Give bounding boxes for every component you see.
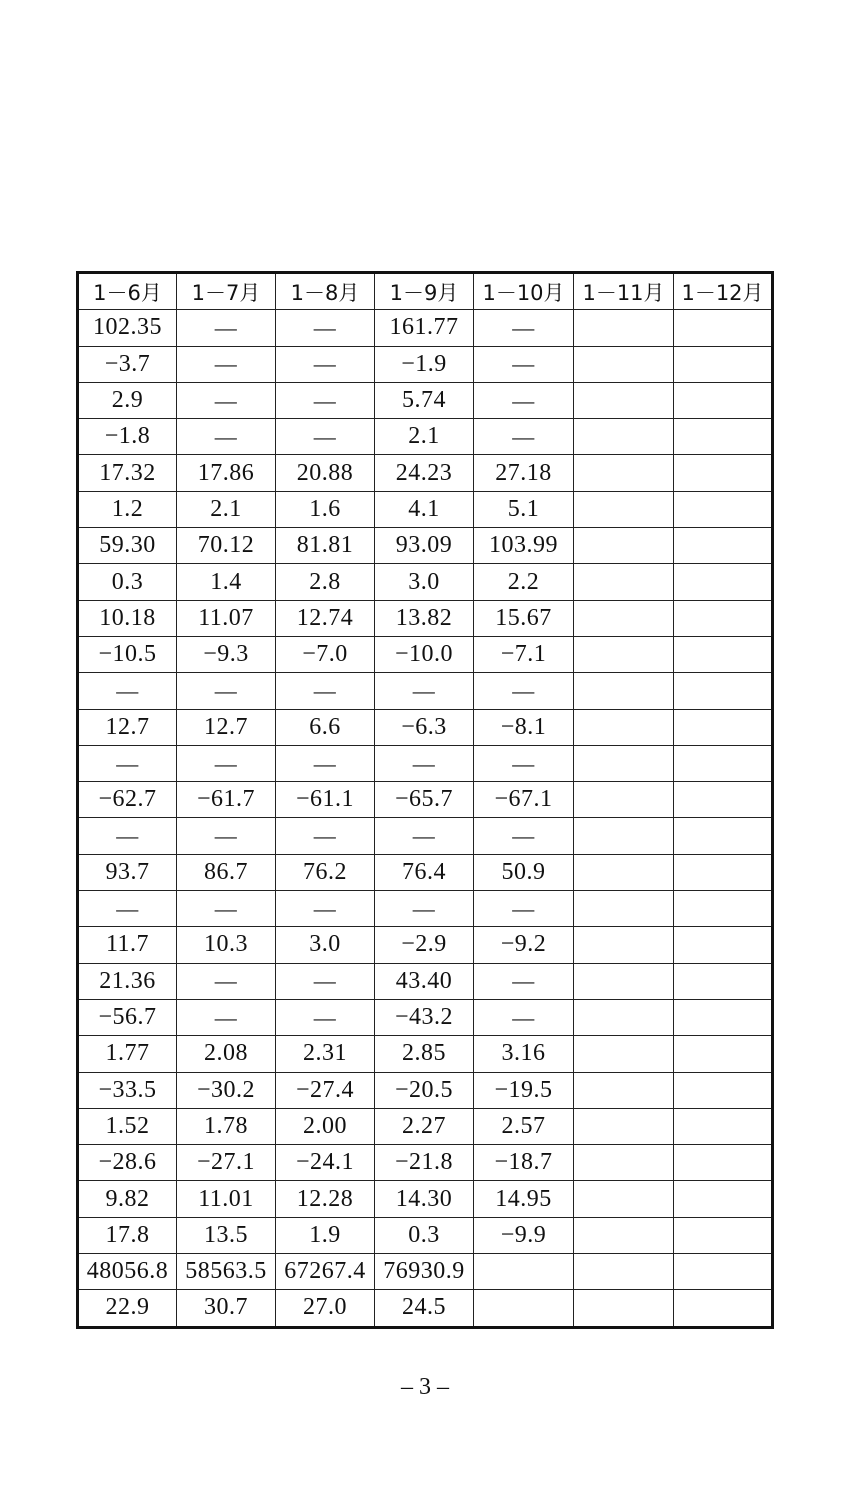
table-cell: 15.67 bbox=[474, 600, 574, 636]
table-cell bbox=[674, 818, 773, 854]
table-cell bbox=[674, 564, 773, 600]
column-header-1-7: 1－7月 bbox=[177, 273, 276, 310]
table-cell: 5.74 bbox=[375, 382, 474, 418]
table-cell: 1.2 bbox=[78, 491, 177, 527]
table-cell: 17.86 bbox=[177, 455, 276, 491]
table-cell bbox=[674, 782, 773, 818]
table-cell: — bbox=[276, 963, 375, 999]
table-cell: 86.7 bbox=[177, 854, 276, 890]
table-cell: 76930.9 bbox=[375, 1254, 474, 1290]
table-cell: — bbox=[177, 999, 276, 1035]
table-cell bbox=[574, 891, 674, 927]
column-header-1-10: 1－10月 bbox=[474, 273, 574, 310]
table-cell bbox=[574, 1072, 674, 1108]
table-cell: 12.7 bbox=[177, 709, 276, 745]
table-cell: −24.1 bbox=[276, 1145, 375, 1181]
table-cell: — bbox=[276, 673, 375, 709]
table-cell: 76.2 bbox=[276, 854, 375, 890]
data-table bbox=[76, 271, 774, 1329]
table-row bbox=[78, 1072, 773, 1108]
table-cell: −10.0 bbox=[375, 636, 474, 672]
table-row bbox=[78, 310, 773, 346]
table-cell: — bbox=[177, 382, 276, 418]
table-cell: 9.82 bbox=[78, 1181, 177, 1217]
table-cell: 30.7 bbox=[177, 1290, 276, 1327]
table-cell: 20.88 bbox=[276, 455, 375, 491]
table-cell: 1.77 bbox=[78, 1036, 177, 1072]
table-cell bbox=[674, 709, 773, 745]
table-cell: 27.18 bbox=[474, 455, 574, 491]
table-cell: −18.7 bbox=[474, 1145, 574, 1181]
table-row bbox=[78, 419, 773, 455]
table-row bbox=[78, 709, 773, 745]
table-cell: 10.3 bbox=[177, 927, 276, 963]
table-cell: −30.2 bbox=[177, 1072, 276, 1108]
table-cell bbox=[574, 1254, 674, 1290]
table-cell: 102.35 bbox=[78, 310, 177, 346]
table-cell: 13.5 bbox=[177, 1217, 276, 1253]
table-cell: 93.7 bbox=[78, 854, 177, 890]
table-cell: 103.99 bbox=[474, 528, 574, 564]
table-cell bbox=[574, 528, 674, 564]
table-cell bbox=[674, 927, 773, 963]
table-cell bbox=[674, 745, 773, 781]
table-cell: — bbox=[474, 673, 574, 709]
table-cell: 1.78 bbox=[177, 1108, 276, 1144]
table-cell: — bbox=[474, 818, 574, 854]
table-row bbox=[78, 1145, 773, 1181]
table-cell bbox=[574, 999, 674, 1035]
table-cell: 58563.5 bbox=[177, 1254, 276, 1290]
table-row bbox=[78, 1290, 773, 1327]
table-cell: −27.4 bbox=[276, 1072, 375, 1108]
table-cell: 2.1 bbox=[375, 419, 474, 455]
table-cell: 1.52 bbox=[78, 1108, 177, 1144]
table-cell: — bbox=[474, 382, 574, 418]
table-cell: — bbox=[78, 891, 177, 927]
table-row bbox=[78, 600, 773, 636]
table-cell: −65.7 bbox=[375, 782, 474, 818]
table-cell: — bbox=[474, 745, 574, 781]
table-cell: — bbox=[78, 745, 177, 781]
table-cell: — bbox=[474, 419, 574, 455]
table-cell: — bbox=[78, 673, 177, 709]
table-cell: 4.1 bbox=[375, 491, 474, 527]
table-cell bbox=[674, 600, 773, 636]
table-row bbox=[78, 745, 773, 781]
table-cell: — bbox=[276, 419, 375, 455]
table-cell: — bbox=[375, 818, 474, 854]
table-cell: — bbox=[276, 818, 375, 854]
table-cell: — bbox=[276, 346, 375, 382]
table-cell bbox=[574, 854, 674, 890]
table-cell bbox=[674, 673, 773, 709]
table-cell: — bbox=[474, 310, 574, 346]
table-cell: 17.32 bbox=[78, 455, 177, 491]
table-cell: −2.9 bbox=[375, 927, 474, 963]
table-cell: 11.01 bbox=[177, 1181, 276, 1217]
table-cell: — bbox=[177, 310, 276, 346]
table-cell bbox=[574, 1181, 674, 1217]
table-row bbox=[78, 491, 773, 527]
table-cell: 3.16 bbox=[474, 1036, 574, 1072]
table-cell: — bbox=[177, 419, 276, 455]
table-cell bbox=[674, 1072, 773, 1108]
table-cell: 0.3 bbox=[78, 564, 177, 600]
table-cell bbox=[574, 673, 674, 709]
column-header-1-11: 1－11月 bbox=[574, 273, 674, 310]
table-cell: −19.5 bbox=[474, 1072, 574, 1108]
table-cell: 11.07 bbox=[177, 600, 276, 636]
table-cell: 27.0 bbox=[276, 1290, 375, 1327]
table-cell: −6.3 bbox=[375, 709, 474, 745]
table-cell bbox=[674, 1036, 773, 1072]
table-cell: −33.5 bbox=[78, 1072, 177, 1108]
table-cell bbox=[574, 782, 674, 818]
table-cell bbox=[674, 1181, 773, 1217]
table-cell bbox=[574, 1108, 674, 1144]
table-cell: −10.5 bbox=[78, 636, 177, 672]
table-row bbox=[78, 636, 773, 672]
header-row bbox=[78, 273, 773, 310]
table-cell: 3.0 bbox=[375, 564, 474, 600]
table-cell: −28.6 bbox=[78, 1145, 177, 1181]
table-cell bbox=[674, 1145, 773, 1181]
table-row bbox=[78, 891, 773, 927]
table-cell: −20.5 bbox=[375, 1072, 474, 1108]
column-header-1-8: 1－8月 bbox=[276, 273, 375, 310]
table-cell: 12.7 bbox=[78, 709, 177, 745]
table-cell: 0.3 bbox=[375, 1217, 474, 1253]
table-cell bbox=[574, 1290, 674, 1327]
table-cell: −62.7 bbox=[78, 782, 177, 818]
table-cell bbox=[674, 528, 773, 564]
table-cell: −27.1 bbox=[177, 1145, 276, 1181]
table-cell: — bbox=[177, 891, 276, 927]
table-cell bbox=[674, 419, 773, 455]
table-cell: 17.8 bbox=[78, 1217, 177, 1253]
table-row bbox=[78, 999, 773, 1035]
table-cell: 2.57 bbox=[474, 1108, 574, 1144]
table-cell bbox=[574, 1145, 674, 1181]
table-cell bbox=[674, 1254, 773, 1290]
table-cell: 2.31 bbox=[276, 1036, 375, 1072]
table-cell: 76.4 bbox=[375, 854, 474, 890]
column-header-1-12: 1－12月 bbox=[674, 273, 773, 310]
table-cell: 50.9 bbox=[474, 854, 574, 890]
table-cell bbox=[674, 999, 773, 1035]
table-cell: 1.6 bbox=[276, 491, 375, 527]
table-cell: 1.4 bbox=[177, 564, 276, 600]
table-row bbox=[78, 455, 773, 491]
table-cell: −7.1 bbox=[474, 636, 574, 672]
table-cell: — bbox=[177, 745, 276, 781]
table-cell bbox=[574, 636, 674, 672]
table-cell: −9.2 bbox=[474, 927, 574, 963]
table-cell: 93.09 bbox=[375, 528, 474, 564]
table-cell: 43.40 bbox=[375, 963, 474, 999]
table-cell: — bbox=[177, 818, 276, 854]
table-body bbox=[78, 310, 773, 1327]
table-cell: −21.8 bbox=[375, 1145, 474, 1181]
table-cell: 3.0 bbox=[276, 927, 375, 963]
table-cell: 6.6 bbox=[276, 709, 375, 745]
table-cell: −43.2 bbox=[375, 999, 474, 1035]
table-row bbox=[78, 528, 773, 564]
table-cell bbox=[674, 854, 773, 890]
table-row bbox=[78, 854, 773, 890]
table-cell: 24.5 bbox=[375, 1290, 474, 1327]
table-cell: −8.1 bbox=[474, 709, 574, 745]
table-cell: 81.81 bbox=[276, 528, 375, 564]
table-cell: 2.9 bbox=[78, 382, 177, 418]
table-cell bbox=[574, 455, 674, 491]
table-cell bbox=[574, 382, 674, 418]
table-cell: — bbox=[474, 963, 574, 999]
table-cell: — bbox=[474, 891, 574, 927]
table-cell: 70.12 bbox=[177, 528, 276, 564]
table-cell: 2.1 bbox=[177, 491, 276, 527]
table-cell bbox=[574, 419, 674, 455]
table-cell bbox=[674, 346, 773, 382]
table-cell bbox=[674, 455, 773, 491]
table-cell: — bbox=[474, 346, 574, 382]
table-cell bbox=[674, 891, 773, 927]
table-cell: 12.74 bbox=[276, 600, 375, 636]
table-cell: 48056.8 bbox=[78, 1254, 177, 1290]
table-cell: — bbox=[177, 673, 276, 709]
table-cell bbox=[574, 346, 674, 382]
table-cell: −1.9 bbox=[375, 346, 474, 382]
table-row bbox=[78, 1217, 773, 1253]
table-cell bbox=[574, 709, 674, 745]
table-cell: −7.0 bbox=[276, 636, 375, 672]
table-cell bbox=[674, 636, 773, 672]
table-cell: 13.82 bbox=[375, 600, 474, 636]
column-header-1-6: 1－6月 bbox=[78, 273, 177, 310]
table-row bbox=[78, 1254, 773, 1290]
table-cell: — bbox=[375, 891, 474, 927]
table-cell bbox=[574, 1217, 674, 1253]
table-row bbox=[78, 1181, 773, 1217]
table-cell bbox=[674, 310, 773, 346]
table-cell: — bbox=[276, 999, 375, 1035]
table-cell bbox=[574, 564, 674, 600]
table-cell: 14.95 bbox=[474, 1181, 574, 1217]
table-row bbox=[78, 1036, 773, 1072]
table-cell bbox=[674, 963, 773, 999]
column-header-1-9: 1－9月 bbox=[375, 273, 474, 310]
table-cell: 12.28 bbox=[276, 1181, 375, 1217]
table-cell: 67267.4 bbox=[276, 1254, 375, 1290]
table-cell bbox=[674, 382, 773, 418]
table-cell bbox=[574, 818, 674, 854]
table-cell: 2.8 bbox=[276, 564, 375, 600]
table-cell: 161.77 bbox=[375, 310, 474, 346]
table-cell: −61.7 bbox=[177, 782, 276, 818]
page-number: – 3 – bbox=[401, 1374, 449, 1400]
table-cell: 2.85 bbox=[375, 1036, 474, 1072]
table-row bbox=[78, 564, 773, 600]
table-cell: 5.1 bbox=[474, 491, 574, 527]
table-cell: −67.1 bbox=[474, 782, 574, 818]
table-cell: — bbox=[474, 999, 574, 1035]
table-cell bbox=[574, 963, 674, 999]
table-cell bbox=[674, 1108, 773, 1144]
table-cell: 22.9 bbox=[78, 1290, 177, 1327]
table-cell: 59.30 bbox=[78, 528, 177, 564]
table-cell bbox=[674, 1217, 773, 1253]
table-cell bbox=[674, 1290, 773, 1327]
table-cell: 2.08 bbox=[177, 1036, 276, 1072]
table-cell bbox=[574, 491, 674, 527]
table-cell: 10.18 bbox=[78, 600, 177, 636]
table-cell: — bbox=[276, 891, 375, 927]
table-cell: 2.00 bbox=[276, 1108, 375, 1144]
table-cell bbox=[574, 927, 674, 963]
table-cell: — bbox=[276, 745, 375, 781]
table-cell: — bbox=[276, 310, 375, 346]
table-row bbox=[78, 818, 773, 854]
table-cell: −56.7 bbox=[78, 999, 177, 1035]
table-cell: −3.7 bbox=[78, 346, 177, 382]
table-row bbox=[78, 1108, 773, 1144]
table-cell: 2.27 bbox=[375, 1108, 474, 1144]
table-cell bbox=[574, 1036, 674, 1072]
table-cell: — bbox=[375, 673, 474, 709]
table-cell: 21.36 bbox=[78, 963, 177, 999]
table-cell bbox=[674, 491, 773, 527]
table-cell: −9.9 bbox=[474, 1217, 574, 1253]
table-cell: — bbox=[375, 745, 474, 781]
table-cell: 11.7 bbox=[78, 927, 177, 963]
table-cell bbox=[574, 310, 674, 346]
table-cell: −9.3 bbox=[177, 636, 276, 672]
table-cell bbox=[474, 1290, 574, 1327]
table-cell: — bbox=[177, 963, 276, 999]
table-cell: −1.8 bbox=[78, 419, 177, 455]
table-row bbox=[78, 782, 773, 818]
table-row bbox=[78, 673, 773, 709]
table-row bbox=[78, 927, 773, 963]
table-row bbox=[78, 963, 773, 999]
table-cell: — bbox=[276, 382, 375, 418]
table-cell: — bbox=[78, 818, 177, 854]
table-cell bbox=[574, 745, 674, 781]
table-row bbox=[78, 346, 773, 382]
table-cell: 24.23 bbox=[375, 455, 474, 491]
table-cell bbox=[574, 600, 674, 636]
table-cell: 2.2 bbox=[474, 564, 574, 600]
table-cell: — bbox=[177, 346, 276, 382]
table-cell: −61.1 bbox=[276, 782, 375, 818]
table-cell bbox=[474, 1254, 574, 1290]
table-row bbox=[78, 382, 773, 418]
table-cell: 1.9 bbox=[276, 1217, 375, 1253]
table-cell: 14.30 bbox=[375, 1181, 474, 1217]
